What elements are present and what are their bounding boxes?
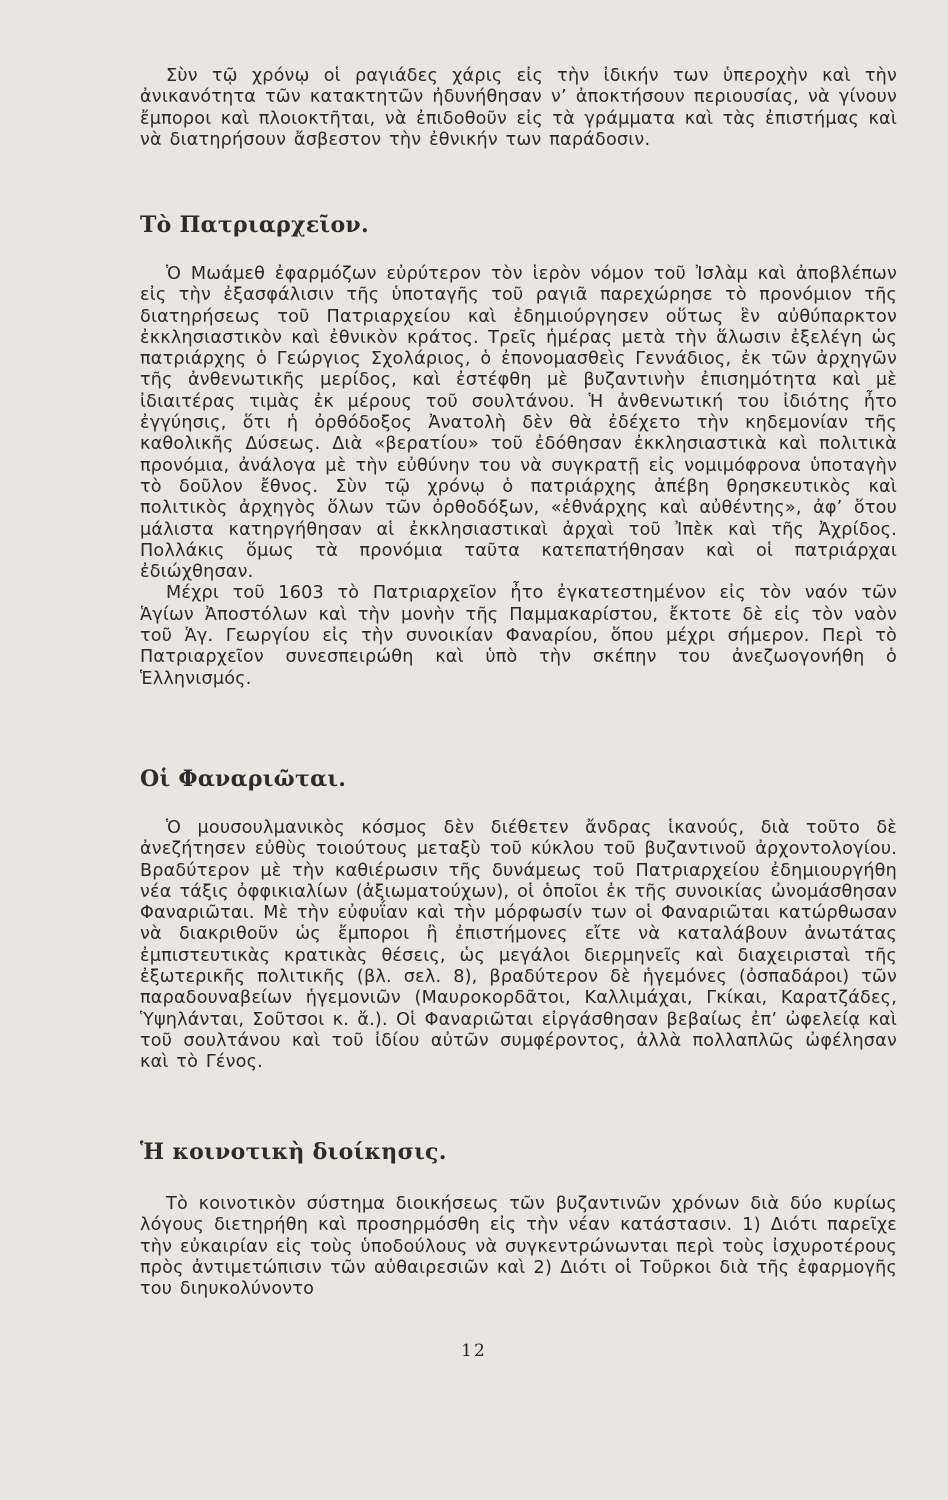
intro-paragraph-block	[140, 66, 897, 151]
community-section	[140, 1194, 897, 1300]
community-paragraph: Τὸ κοινοτικὸν σύστημα διοικήσεως τῶν βυζαντινῶν χρόνων διὰ δύο κυρίως λόγους διετηρήθη καὶ προσηρμόσθη εἰς τὴν νέαν κατάστασιν. 1) Διότι παρεῖχε τὴν εὐκαιρίαν εἰς τοὺς ὑποδούλους νὰ συγκεντρώνωνται περὶ τοὺς ἰσχυροτέρους πρὸς ἀντιμετώπισιν τῶν αὐθαιρεσιῶν καὶ 2) Διότι οἱ Τοῦρκοι διὰ τῆς ἐφαρμογῆς του διηυκολύνοντο	[140, 1194, 897, 1300]
patriarchate-paragraph-1: Ὁ Μωάμεθ ἐφαρμόζων εὐρύτερον τὸν ἱερὸν νόμον τοῦ Ἰσλὰμ καὶ ἀποβλέπων εἰς τὴν ἐξασφάλισιν τῆς ὑποταγῆς τοῦ ραγιᾶ παρεχώρησε τὸ προνόμιον τῆς διατηρήσεως τοῦ Πατριαρχείου καὶ ἐδημιούργησεν οὕτως ἓν αὐθύπαρκτον ἐκκλησιαστικὸν καὶ ἐθνικὸν κράτος. Τρεῖς ἡμέρας μετὰ τὴν ἅλωσιν ἐξελέγη ὡς πατριάρχης ὁ Γεώργιος Σχολάριος, ὁ ἐπονομασθεὶς Γεννάδιος, ἐκ τῶν ἀρχηγῶν τῆς ἀνθενωτικῆς μερίδος, καὶ ἐστέφθη μὲ βυζαντινὴν ἐπισημότητα καὶ μὲ ἰδιαιτέρας τιμὰς ἐκ μέρους τοῦ σουλτάνου. Ἡ ἀνθενωτική του ἰδιότης ἦτο ἐγγύησις, ὅτι ἡ ὀρθόδοξος Ἀνατολὴ δὲν θὰ ἐδέχετο τὴν κηδεμονίαν τῆς καθολικῆς Δύσεως. Διὰ «βερατίου» τοῦ ἐδόθησαν ἐκκλησιαστικὰ καὶ πολιτικὰ προνόμια, ἀνάλογα μὲ τὴν εὐθύνην του νὰ συγκρατῇ εἰς νομιμόφρονα ὑποταγὴν τὸ δοῦλον ἔθνος. Σὺν τῷ χρόνῳ ὁ πατριάρχης ἀπέβη θρησκευτικὸς καὶ πολιτικὸς ἀρχηγὸς ὅλων τῶν ὀρθοδόξων, «ἐθνάρχης καὶ αὐθέντης», ἀφ’ ὅτου μάλιστα κατηργήθησαν αἱ ἐκκλησιαστικαὶ ἀρχαὶ τοῦ Ἰπὲκ καὶ τῆς Ἀχρίδος. Πολλάκις ὅμως τὰ προνόμια ταῦτα κατεπατήθησαν καὶ οἱ πατριάρχαι ἐδιώχθησαν.	[140, 264, 897, 583]
patriarchate-section	[140, 264, 897, 690]
heading-phanariots: Οἱ Φαναριῶται.	[140, 766, 347, 792]
intro-paragraph: Σὺν τῷ χρόνῳ οἱ ραγιάδες χάρις εἰς τὴν ἰδικήν των ὑπεροχὴν καὶ τὴν ἀνικανότητα τῶν κατακτητῶν ἠδυνήθησαν ν’ ἀποκτήσουν περιουσίας, νὰ γίνουν ἔμποροι καὶ πλοιοκτῆται, νὰ ἐπιδοθοῦν εἰς τὰ γράμματα καὶ τὰς ἐπιστήμας καὶ νὰ διατηρήσουν ἄσβεστον τὴν ἐθνικήν των παράδοσιν.	[140, 66, 897, 150]
page-number: 12	[461, 1341, 487, 1361]
heading-community: Ἡ κοινοτικὴ διοίκησις.	[140, 1139, 447, 1165]
patriarchate-paragraph-2: Μέχρι τοῦ 1603 τὸ Πατριαρχεῖον ἦτο ἐγκατεστημένον εἰς τὸν ναόν τῶν Ἁγίων Ἀποστόλων καὶ τὴν μονὴν τῆς Παμμακαρίστου, ἔκτοτε δὲ εἰς τὸν ναὸν τοῦ Ἁγ. Γεωργίου εἰς τὴν συνοικίαν Φαναρίου, ὅπου μέχρι σήμερον. Περὶ τὸ Πατριαρχεῖον συνεσπειρώθη καὶ ὑπὸ τὴν σκέπην του ἀνεζωογονήθη ὁ Ἑλληνισμός.	[140, 583, 897, 689]
heading-patriarchate: Τὸ Πατριαρχεῖον.	[140, 212, 369, 238]
phanariots-paragraph: Ὁ μουσουλμανικὸς κόσμος δὲν διέθετεν ἄνδρας ἱκανούς, διὰ τοῦτο δὲ ἀνεζήτησεν εὐθὺς τοιούτους μεταξὺ τοῦ κύκλου τοῦ βυζαντινοῦ ἀρχοντολογίου. Βραδύτερον μὲ τὴν καθιέρωσιν τῆς δυνάμεως τοῦ Πατριαρχείου ἐδημιουργήθη νέα τάξις ὀφφικιαλίων (ἀξιωματούχων), οἱ ὁποῖοι ἐκ τῆς συνοικίας ὠνομάσθησαν Φαναριῶται. Μὲ τὴν εὐφυΐαν καὶ τὴν μόρφωσίν των οἱ Φαναριῶται κατώρθωσαν νὰ διακριθοῦν ὡς ἔμποροι ἢ ἐπιστήμονες εἴτε νὰ καταλάβουν ἀνωτάτας ἐμπιστευτικὰς κρατικὰς θέσεις, ὡς μεγάλοι διερμηνεῖς καὶ διαχειρισταὶ τῆς ἐξωτερικῆς πολιτικῆς (βλ. σελ. 8), βραδύτερον δὲ ἡγεμόνες (ὀσπαδάροι) τῶν παραδουναβείων ἡγεμονιῶν (Μαυροκορδᾶτοι, Καλλιμάχαι, Γκίκαι, Καρατζάδες, Ὑψηλάνται, Σοῦτσοι κ. ἄ.). Οἱ Φαναριῶται εἰργάσθησαν βεβαίως ἐπ’ ὠφελείᾳ καὶ τοῦ σουλτάνου καὶ τοῦ ἰδίου αὐτῶν συμφέροντος, ἀλλὰ πολλαπλῶς ὠφέλησαν καὶ τὸ Γένος.	[140, 818, 897, 1073]
phanariots-section	[140, 818, 897, 1074]
